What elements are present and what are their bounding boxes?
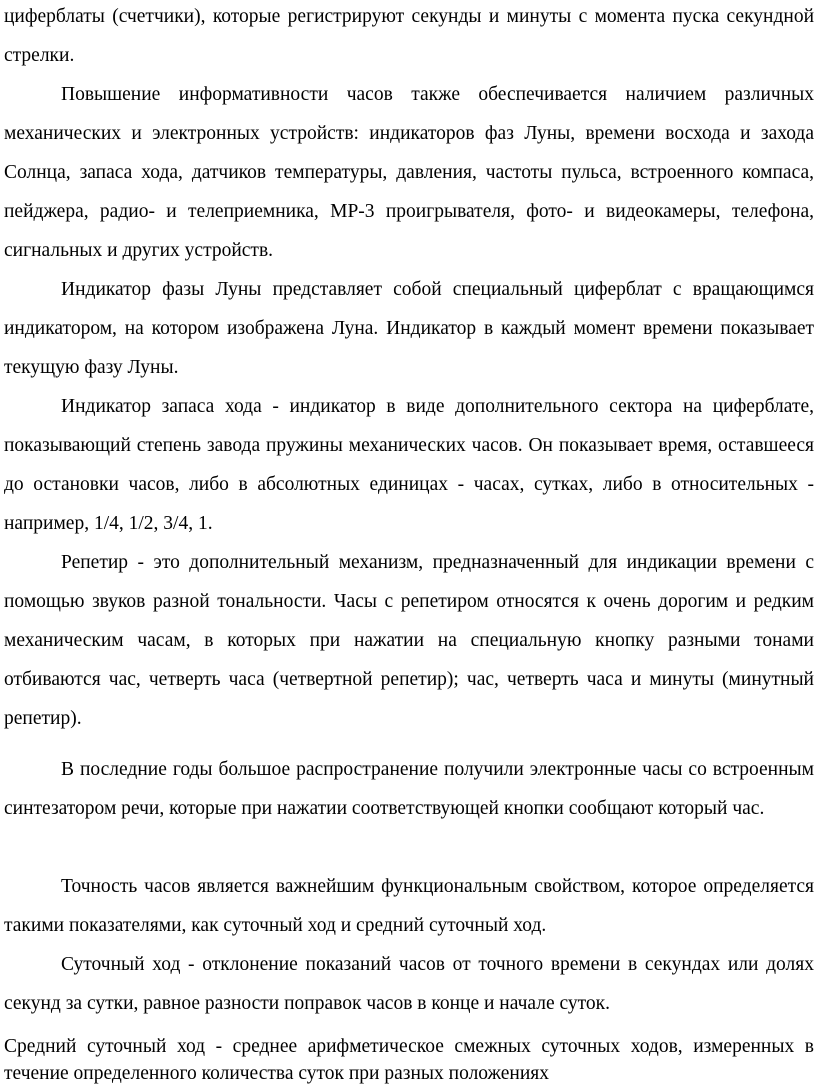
paragraph-daily-rate: Суточный ход - отклонение показаний часов от точного времени в секундах или долях секунд за сутки, равное разности поправок часов в конце и начале суток. <box>4 954 814 1014</box>
paragraph-accuracy: Точность часов является важнейшим функциональным свойством, которое определяется такими показателями, как суточный ход и средний суточный ход. <box>4 876 814 936</box>
paragraph-speech-synthesizer: В последние годы большое распространение получили электронные часы со встроенным синтезатором речи, которые при нажатии соответствующей кнопки сообщают который час. <box>4 759 814 819</box>
paragraph-power-reserve: Индикатор запаса хода - индикатор в виде дополнительного сектора на циферблате, показывающий степень завода пружины механических часов. Он показывает время, оставшееся до остановки часов, либо в абсолютных единицах - часах, сутках, либо в относительных - например, 1/4, 1/2, 3/4, 1. <box>4 396 814 534</box>
paragraph-moon-phase: Индикатор фазы Луны представляет собой специальный циферблат с вращающимся индикатором, на котором изображена Луна. Индикатор в каждый момент времени показывает текущую фазу Луны. <box>4 279 814 378</box>
paragraph-continuation: циферблаты (счетчики), которые регистрируют секунды и минуты с момента пуска секундной стрелки. <box>4 6 814 66</box>
paragraph-informativeness: Повышение информативности часов также обеспечивается наличием различных механических и электронных устройств: индикаторов фаз Луны, времени восхода и захода Солнца, запаса хода, датчиков температуры, давления, частоты пульса, встроенного компаса, пейджера, радио- и телеприемника, MP-3 проигрывателя, фото- и видеокамеры, телефона, сигнальных и других устройств. <box>4 84 814 261</box>
paragraph-repeater: Репетир - это дополнительный механизм, предназначенный для индикации времени с помощью звуков разной тональности. Часы с репетиром относятся к очень дорогим и редким механическим часам, в которых при нажатии на специальную кнопку разными тонами отбиваются час, четверть часа (четвертной репетир); час, четверть часа и минуты (минутный репетир). <box>4 552 814 729</box>
paragraph-average-daily-rate: Средний суточный ход - среднее арифметическое смежных суточных ходов, измеренных в течение определенного количества суток при разных положениях <box>4 1036 814 1084</box>
